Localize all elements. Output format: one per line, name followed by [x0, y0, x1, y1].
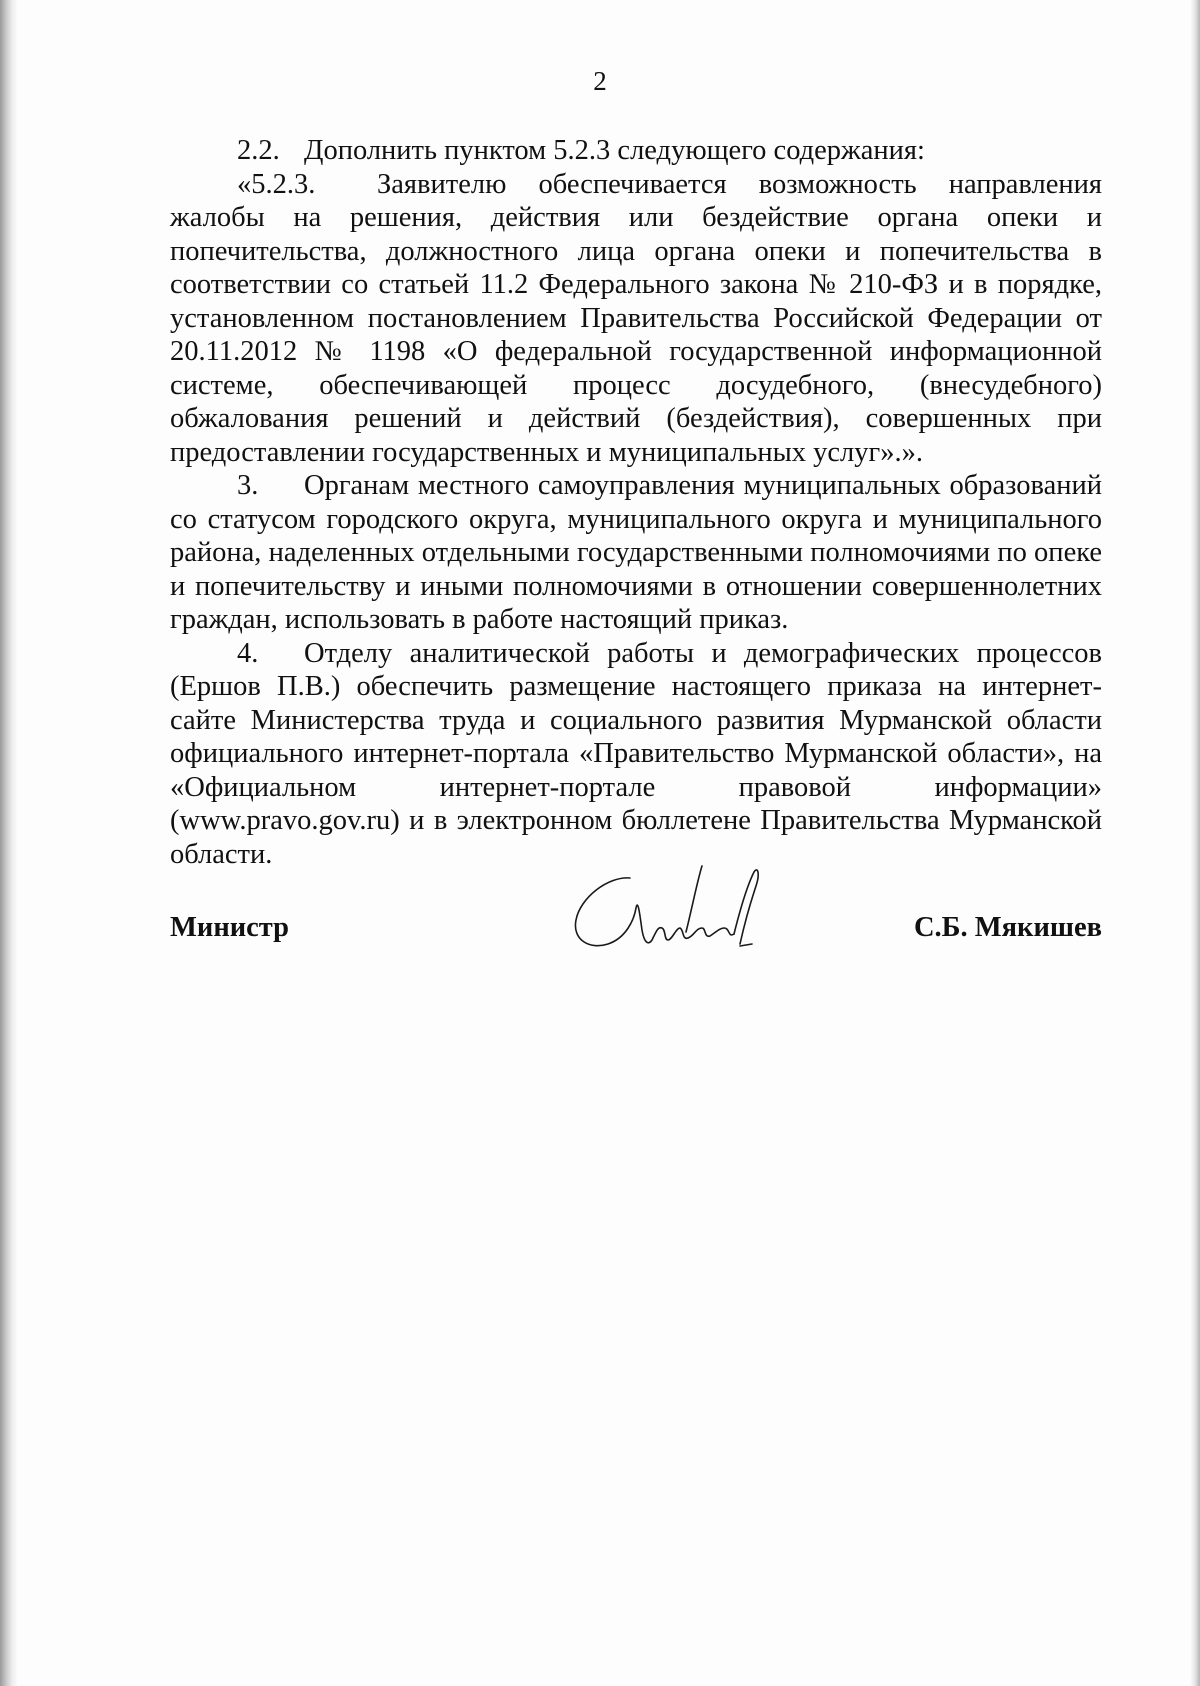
paragraph-text: Органам местного самоуправления муниципальных образований со статусом городского округа, муниципального округа и муниципального района, наделенных отдельными государственными полномочиями по опеке и попечительству и иными полномочиями в отношении совершеннолетних граждан, использовать в работе настоящий приказ. [170, 470, 1102, 635]
scan-right-edge-shadow [1190, 0, 1200, 1686]
paragraph-4 [170, 637, 1102, 872]
paragraph-2-2 [170, 134, 1102, 168]
page-number: 2 [593, 66, 607, 96]
paragraph-text: Отделу аналитической работы и демографических процессов (Ершов П.В.) обеспечить размещение настоящего приказа на интернет-сайте Министерства труда и социального развития Мурманской области официального интернет-портала «Правительство Мурманской области», на «Официальном интернет-портале правовой информации» (www.pravo.gov.ru) и в электронном бюллетене Правительства Мурманской области. [170, 637, 1102, 870]
paragraph-number: 4. [237, 637, 259, 669]
scan-left-edge-shadow [0, 0, 18, 1686]
paragraph-text: Заявителю обеспечивается возможность направления жалобы на решения, действия или бездействие органа опеки и попечительства, должностного лица органа опеки и попечительства в соответствии со статьей 11.2 Федерального закона № 210-ФЗ и в порядке, установленном постановлением Правительства Российской Федерации от 20.11.2012 № 1198 «О федеральной государственной информационной системе, обеспечивающей процесс досудебного, (внесудебного) обжалования решений и действий (бездействия), совершенных при предоставлении государственных и муниципальных услуг».». [170, 168, 1102, 468]
paragraph-5-2-3 [170, 168, 1102, 470]
paragraph-text: Дополнить пунктом 5.2.3 следующего содержания: [304, 135, 925, 166]
paragraph-number: 3. [237, 470, 259, 501]
paragraph-number: 2.2. [237, 135, 280, 166]
document-body [170, 134, 1102, 871]
handwritten-signature [568, 858, 768, 958]
paragraph-3 [170, 469, 1102, 637]
signatory-title: Министр [170, 912, 290, 943]
signatory-name: С.Б. Мякишев [913, 912, 1102, 943]
paragraph-number: «5.2.3. [237, 168, 316, 200]
